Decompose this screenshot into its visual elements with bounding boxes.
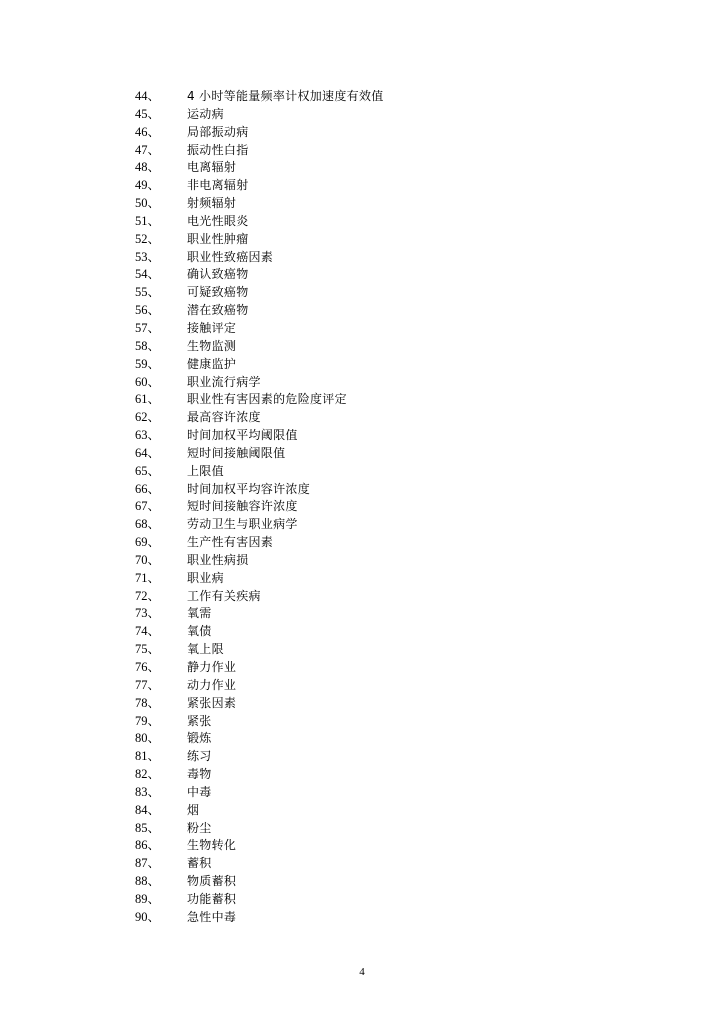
term-row <box>0 873 724 891</box>
term-text: 电离辐射 <box>187 160 237 175</box>
term-row <box>0 605 724 623</box>
term-row <box>0 552 724 570</box>
term-row <box>0 463 724 481</box>
term-number: 71、 <box>135 570 161 585</box>
term-row <box>0 677 724 695</box>
term-text: 蓄积 <box>187 856 212 871</box>
term-number: 50、 <box>135 196 161 211</box>
term-number: 49、 <box>135 178 161 193</box>
term-text: 职业性致癌因素 <box>187 249 274 264</box>
term-number: 84、 <box>135 802 161 817</box>
term-text: 职业病 <box>187 570 224 585</box>
term-text: 局部振动病 <box>187 124 249 139</box>
term-number: 58、 <box>135 338 161 353</box>
term-number: 80、 <box>135 731 161 746</box>
term-text: 烟 <box>187 802 200 817</box>
term-text: 氧上限 <box>187 642 224 657</box>
term-number: 63、 <box>135 428 161 443</box>
term-number: 44、 <box>135 89 161 103</box>
term-row <box>0 659 724 677</box>
term-text: 上限值 <box>187 463 224 478</box>
term-text: 物质蓄积 <box>187 874 237 889</box>
term-number: 61、 <box>135 392 161 407</box>
term-row <box>0 338 724 356</box>
term-row <box>0 284 724 302</box>
term-number: 69、 <box>135 535 161 550</box>
term-text: 劳动卫生与职业病学 <box>187 517 298 532</box>
term-text: 紧张因素 <box>187 695 237 710</box>
term-number: 87、 <box>135 856 161 871</box>
term-list <box>0 88 724 927</box>
term-row <box>0 837 724 855</box>
term-row <box>0 534 724 552</box>
term-row <box>0 302 724 320</box>
term-text: 接触评定 <box>187 320 237 335</box>
term-number: 52、 <box>135 231 161 246</box>
term-row <box>0 516 724 534</box>
term-text: 短时间接触容许浓度 <box>187 499 298 514</box>
term-number: 56、 <box>135 303 161 318</box>
term-row <box>0 266 724 284</box>
term-text: 时间加权平均容许浓度 <box>187 481 311 496</box>
term-number: 47、 <box>135 142 161 157</box>
term-text: 健康监护 <box>187 356 237 371</box>
term-number: 79、 <box>135 713 161 728</box>
term-row <box>0 641 724 659</box>
term-row <box>0 784 724 802</box>
term-number: 74、 <box>135 624 161 639</box>
term-row <box>0 249 724 267</box>
term-number: 45、 <box>135 106 161 121</box>
term-row <box>0 820 724 838</box>
term-row <box>0 391 724 409</box>
term-row <box>0 713 724 731</box>
term-row <box>0 177 724 195</box>
term-row <box>0 909 724 927</box>
term-number: 75、 <box>135 642 161 657</box>
term-text: 静力作业 <box>187 660 237 674</box>
term-text: 生产性有害因素 <box>187 535 274 550</box>
term-row <box>0 766 724 784</box>
term-text: 生物监测 <box>187 338 237 353</box>
term-number: 82、 <box>135 767 161 782</box>
term-number: 88、 <box>135 874 161 889</box>
term-number: 70、 <box>135 552 161 567</box>
term-text: 锻炼 <box>187 731 212 746</box>
term-text: 紧张 <box>187 713 212 728</box>
term-row <box>0 748 724 766</box>
term-number: 83、 <box>135 784 161 799</box>
term-text: 功能蓄积 <box>187 891 237 906</box>
term-row <box>0 195 724 213</box>
term-text: 时间加权平均阈限值 <box>187 428 298 443</box>
term-row <box>0 891 724 909</box>
term-row <box>0 409 724 427</box>
term-text: 职业流行病学 <box>187 374 261 389</box>
term-text: 最高容许浓度 <box>187 410 261 425</box>
term-text: 4 小时等能量频率计权加速度有效值 <box>187 89 384 103</box>
term-number: 66、 <box>135 481 161 496</box>
term-number: 62、 <box>135 410 161 425</box>
term-text: 射频辐射 <box>187 196 237 211</box>
term-number: 54、 <box>135 267 161 282</box>
term-row <box>0 498 724 516</box>
term-row <box>0 374 724 392</box>
term-row <box>0 124 724 142</box>
term-number: 89、 <box>135 891 161 906</box>
term-number: 90、 <box>135 909 161 924</box>
term-number: 46、 <box>135 124 161 139</box>
term-number: 76、 <box>135 660 161 674</box>
term-row <box>0 427 724 445</box>
term-number: 78、 <box>135 695 161 710</box>
page-number: 4 <box>359 966 365 978</box>
term-text: 粉尘 <box>187 820 212 835</box>
term-text: 非电离辐射 <box>187 178 249 193</box>
term-number: 86、 <box>135 838 161 853</box>
term-text: 职业性病损 <box>187 552 249 567</box>
term-number: 57、 <box>135 320 161 335</box>
term-text: 动力作业 <box>187 677 237 692</box>
term-row <box>0 855 724 873</box>
term-row <box>0 320 724 338</box>
term-number: 55、 <box>135 285 161 300</box>
term-row <box>0 142 724 160</box>
term-row <box>0 159 724 177</box>
term-text: 可疑致癌物 <box>187 285 249 300</box>
term-number: 81、 <box>135 749 161 764</box>
term-row <box>0 588 724 606</box>
term-text: 中毒 <box>187 784 212 799</box>
term-number: 60、 <box>135 374 161 389</box>
term-row <box>0 231 724 249</box>
term-text: 运动病 <box>187 106 224 121</box>
term-number: 77、 <box>135 677 161 692</box>
term-text: 职业性有害因素的危险度评定 <box>187 392 347 407</box>
term-number: 85、 <box>135 820 161 835</box>
term-text: 氧需 <box>187 606 212 621</box>
term-text: 急性中毒 <box>187 909 237 924</box>
term-row <box>0 802 724 820</box>
term-number: 72、 <box>135 588 161 603</box>
term-text: 短时间接触阈限值 <box>187 445 286 460</box>
term-row <box>0 213 724 231</box>
term-row <box>0 623 724 641</box>
term-text: 潜在致癌物 <box>187 303 249 318</box>
term-row <box>0 356 724 374</box>
term-number: 68、 <box>135 517 161 532</box>
term-text: 电光性眼炎 <box>187 213 249 228</box>
term-row <box>0 730 724 748</box>
term-row <box>0 481 724 499</box>
term-text: 振动性白指 <box>187 142 249 157</box>
term-row <box>0 570 724 588</box>
term-text: 生物转化 <box>187 838 237 853</box>
term-number: 59、 <box>135 356 161 371</box>
term-row <box>0 695 724 713</box>
term-text: 职业性肿瘤 <box>187 231 249 246</box>
term-number: 73、 <box>135 606 161 621</box>
term-row <box>0 106 724 124</box>
term-text: 毒物 <box>187 767 212 782</box>
term-text: 练习 <box>187 749 212 764</box>
term-row <box>0 88 724 106</box>
term-number: 53、 <box>135 249 161 264</box>
term-row <box>0 445 724 463</box>
term-number: 51、 <box>135 213 161 228</box>
term-number: 65、 <box>135 463 161 478</box>
term-number: 64、 <box>135 445 161 460</box>
term-text: 氧债 <box>187 624 212 639</box>
term-text: 确认致癌物 <box>187 267 249 282</box>
term-number: 67、 <box>135 499 161 514</box>
term-text: 工作有关疾病 <box>187 588 261 603</box>
term-number: 48、 <box>135 160 161 175</box>
